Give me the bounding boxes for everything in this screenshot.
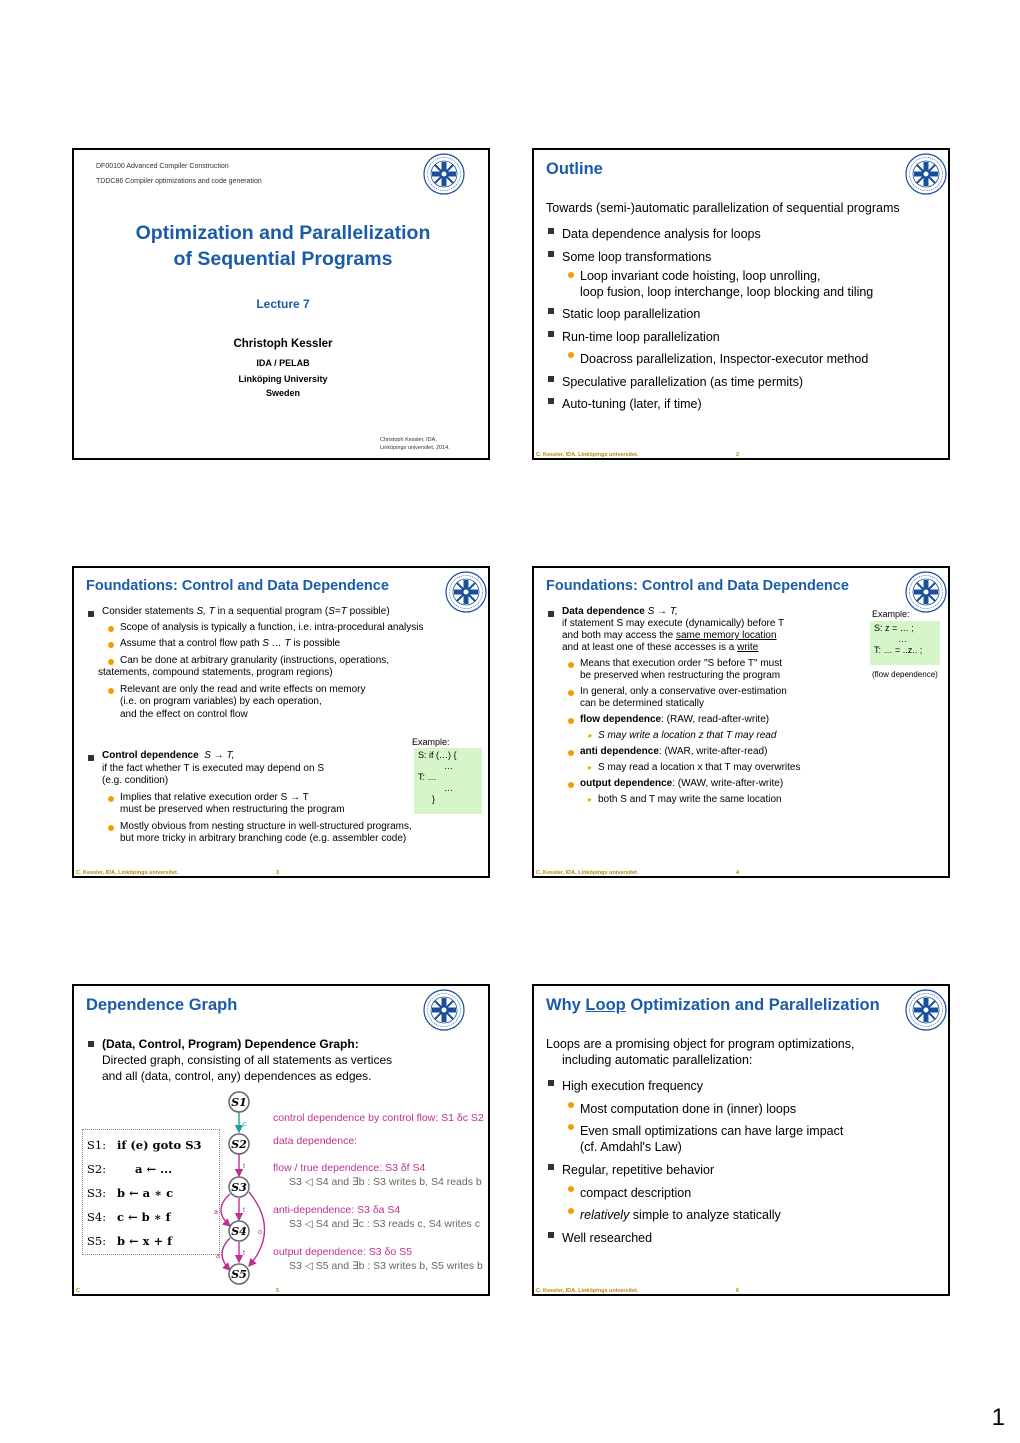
text: possible) xyxy=(346,606,390,617)
text: Relevant are only the read and write effects on memory xyxy=(120,683,366,695)
list-item xyxy=(78,655,423,680)
list-item xyxy=(538,686,868,710)
university-logo-icon xyxy=(444,570,488,614)
edge-label: o xyxy=(258,1229,262,1236)
text: can be determined statically xyxy=(580,698,704,709)
list-item xyxy=(78,1036,392,1084)
text: flow dependence xyxy=(580,714,662,725)
graph-node xyxy=(229,1221,249,1241)
annotation: S3 ◁ S4 and ∃b : S3 writes b, S4 reads b xyxy=(289,1176,482,1188)
slide-dependence-graph xyxy=(72,984,490,1296)
code-statement: if (e) goto S3 xyxy=(117,1138,202,1152)
list-item: Speculative parallelization (as time permits) xyxy=(538,371,873,394)
slide-footer xyxy=(76,1288,280,1294)
text: and both may access the xyxy=(562,630,676,641)
data-dependence-list xyxy=(538,606,868,806)
slide-footer xyxy=(536,870,740,876)
text: Loop xyxy=(585,996,626,1014)
text: and the effect on control flow xyxy=(120,708,248,720)
text: (e.g. condition) xyxy=(102,775,169,786)
list-item xyxy=(538,778,868,790)
text: Optimization and Parallelization xyxy=(625,996,880,1014)
text: S → T, xyxy=(204,750,235,761)
text: Why xyxy=(546,996,586,1014)
graph-node xyxy=(229,1177,249,1197)
text: in a sequential program ( xyxy=(214,606,329,617)
text: simple to analyze statically xyxy=(629,1208,781,1222)
code-row xyxy=(87,1210,171,1224)
list-item xyxy=(78,750,412,788)
slide-footer xyxy=(76,870,280,876)
text: relatively xyxy=(580,1208,630,1222)
graph-node xyxy=(229,1264,249,1284)
slide-outline xyxy=(532,148,950,460)
code-statement: a ← ... xyxy=(135,1162,173,1176)
code-statement: b ← x + f xyxy=(117,1234,173,1248)
text: write xyxy=(737,642,759,653)
slide-foundations-control xyxy=(72,566,490,878)
affiliation-2: Linköping University xyxy=(238,374,328,384)
node-label: S1 xyxy=(231,1096,247,1109)
list-item: Some loop transformations xyxy=(538,246,873,269)
text: if the fact whether T is executed may depend on S xyxy=(102,762,324,774)
graph-annotations xyxy=(273,1111,484,1273)
edge-s3-s5-o xyxy=(249,1192,265,1266)
code-line: S: if (…) { xyxy=(418,750,457,760)
list-item: Auto-tuning (later, if time) xyxy=(538,393,873,416)
outline-intro: Towards (semi-)automatic parallelization of sequential programs xyxy=(546,201,900,215)
text: anti dependence xyxy=(580,746,659,757)
text: is possible xyxy=(290,638,341,649)
text: : (WAW, write-after-write) xyxy=(672,778,784,789)
list-item xyxy=(538,606,868,654)
course-line-2: TDDC86 Compiler optimizations and code generation xyxy=(96,178,262,185)
code-row xyxy=(87,1138,202,1152)
example-label: Example: xyxy=(412,737,450,747)
footer-text: C. Kessler, IDA, Linköpings universitet. xyxy=(536,452,639,458)
slide-title-line-1: Optimization and Parallelization xyxy=(135,222,431,244)
node-label: S5 xyxy=(231,1268,247,1281)
graph-intro-list xyxy=(78,1036,392,1084)
university-logo-icon xyxy=(904,988,948,1032)
slide-title: Foundations: Control and Data Dependence xyxy=(546,578,849,594)
annotation: control dependence by control flow: S1 δc S2 xyxy=(273,1112,484,1124)
text: output dependence xyxy=(580,778,673,789)
code-line: … xyxy=(444,783,453,793)
list-item: Most computation done in (inner) loops xyxy=(538,1098,843,1121)
code-statement: c ← b ∗ f xyxy=(117,1210,171,1224)
list-item: Run-time loop parallelization xyxy=(538,326,873,349)
sub-text: Loop invariant code hoisting, loop unrolling, xyxy=(580,269,821,283)
university-logo-icon xyxy=(422,988,466,1032)
code-label: S4: xyxy=(87,1210,107,1224)
annotation: S3 ◁ S4 and ∃c : S3 reads c, S4 writes c xyxy=(289,1218,480,1230)
page-number: 1 xyxy=(991,1404,1005,1431)
author-name: Christoph Kessler xyxy=(233,338,333,350)
text: but more tricky in arbitrary branching code (e.g. assembler code) xyxy=(120,833,407,844)
list-item: ▸ S may read a location x that T may overwrites xyxy=(538,762,868,774)
text: S, T xyxy=(196,606,215,617)
list-item: ▸ S may write a location z that T may read xyxy=(538,730,868,742)
list-item xyxy=(78,638,423,651)
slide-title: Dependence Graph xyxy=(86,996,238,1014)
text: Data dependence xyxy=(562,606,645,617)
lecture-label: Lecture 7 xyxy=(256,297,310,311)
code-label: S1: xyxy=(87,1138,107,1152)
code-row xyxy=(87,1162,172,1176)
slide-why-loop xyxy=(532,984,950,1296)
node-label: S4 xyxy=(231,1225,247,1238)
graph-node xyxy=(229,1134,249,1154)
list-item: Scope of analysis is typically a function, i.e. intra-procedural analysis xyxy=(78,622,423,635)
text: Consider statements xyxy=(102,606,197,617)
node-label: S2 xyxy=(231,1138,247,1151)
slide-number: 2 xyxy=(736,452,740,458)
text: and at least one of these accesses is a xyxy=(562,642,738,653)
list-item xyxy=(78,606,423,619)
code-statement: b ← a ∗ c xyxy=(117,1186,174,1200)
slide-foundations-data xyxy=(532,566,950,878)
code-line: … xyxy=(898,634,907,644)
university-logo-icon xyxy=(904,152,948,196)
edge-label: t xyxy=(243,1250,245,1257)
slide-title xyxy=(546,996,880,1015)
slide-footer xyxy=(536,1288,740,1294)
text: must be preserved when restructuring the program xyxy=(120,804,345,815)
code-line: … xyxy=(444,761,453,771)
affiliation-3: Sweden xyxy=(265,388,300,398)
annotation: S3 ◁ S5 and ∃b : S3 writes b, S5 writes b xyxy=(289,1260,483,1272)
slide-number: 3 xyxy=(276,870,280,876)
list-item xyxy=(78,821,412,846)
list-item xyxy=(538,1204,843,1227)
text: S=T xyxy=(328,606,347,617)
edge-label: c xyxy=(243,1121,247,1128)
slide-number: 5 xyxy=(276,1288,280,1294)
university-logo-icon xyxy=(904,570,948,614)
outline-list xyxy=(538,223,873,416)
text: if statement S may execute (dynamically) before T xyxy=(562,618,785,629)
control-dependence-list xyxy=(78,750,412,846)
graph-node xyxy=(229,1092,249,1112)
text: In general, only a conservative over-estimation xyxy=(580,686,787,697)
text: Assume that a control flow path xyxy=(120,638,263,649)
edge-label: t xyxy=(243,1163,245,1170)
copyright-2: Linköpings universitet, 2014. xyxy=(380,445,450,451)
text: Can be done at arbitrary granularity (instructions, operations, xyxy=(120,654,390,666)
footer-text: C. Kessler, IDA, Linköpings universitet. xyxy=(76,870,179,876)
course-line-1: DF00100 Advanced Compiler Construction xyxy=(96,163,229,170)
example-label: Example: xyxy=(872,609,910,619)
list-item: Static loop parallelization xyxy=(538,303,873,326)
text: : (WAR, write-after-read) xyxy=(658,746,768,757)
slide-footer xyxy=(536,452,740,458)
annotation: flow / true dependence: S3 δf S4 xyxy=(273,1162,426,1174)
slide-number: 4 xyxy=(736,870,740,876)
text: Implies that relative execution order S → T xyxy=(120,791,309,803)
code-line: T: … = ..z.. ; xyxy=(874,645,923,655)
list-item xyxy=(538,746,868,758)
intro-line-1: Loops are a promising object for program optimizations, xyxy=(546,1037,855,1051)
code-line: } xyxy=(432,794,436,804)
intro-line-2: including automatic parallelization: xyxy=(562,1053,753,1067)
text: statements, compound statements, program regions) xyxy=(98,667,333,678)
edge-label: a xyxy=(216,1253,220,1260)
text: Even small optimizations can have large impact xyxy=(580,1124,844,1138)
code-line: S: z = … ; xyxy=(874,623,914,633)
list-item: Data dependence analysis for loops xyxy=(538,223,873,246)
example-code-box xyxy=(870,621,940,665)
text: Mostly obvious from nesting structure in well-structured programs, xyxy=(120,820,412,832)
edge-label: a xyxy=(214,1209,218,1216)
list-item xyxy=(78,684,423,722)
loop-reasons-list xyxy=(538,1075,843,1249)
text: Means that execution order "S before T" must xyxy=(580,658,783,669)
text: be preserved when restructuring the program xyxy=(580,670,781,681)
code-label: S3: xyxy=(87,1186,107,1200)
code-row xyxy=(87,1186,173,1200)
list-item xyxy=(78,792,412,817)
edge-s3-s4-a xyxy=(221,1194,230,1226)
text: same memory location xyxy=(675,630,777,641)
text: S → T, xyxy=(647,606,678,617)
flow-dependence-note: (flow dependence) xyxy=(872,670,938,679)
slide-title xyxy=(72,148,490,460)
code-row xyxy=(87,1234,172,1248)
slide-number: 6 xyxy=(736,1288,740,1294)
code-label: S5: xyxy=(87,1234,107,1248)
text: Directed graph, consisting of all statements as vertices xyxy=(102,1053,393,1067)
list-item xyxy=(538,268,873,303)
university-logo-icon xyxy=(422,152,466,196)
list-item: compact description xyxy=(538,1182,843,1205)
slide-title: Outline xyxy=(546,160,603,178)
annotation: output dependence: S3 δo S5 xyxy=(273,1246,412,1258)
list-item: Well researched xyxy=(538,1227,843,1250)
list-item: ▸ both S and T may write the same location xyxy=(538,794,868,806)
edge-s4-s5-a xyxy=(222,1238,230,1270)
example-code-box xyxy=(414,748,482,814)
sub-text: loop fusion, loop interchange, loop blocking and tiling xyxy=(580,285,874,299)
footer-text: C xyxy=(76,1288,80,1294)
affiliation-1: IDA / PELAB xyxy=(256,358,310,368)
list-item: Doacross parallelization, Inspector-executor method xyxy=(538,348,873,371)
code-line: T: … xyxy=(418,772,437,782)
footer-text: C. Kessler, IDA, Linköpings universitet. xyxy=(536,870,639,876)
text: (Data, Control, Program) Dependence Graph: xyxy=(102,1037,359,1051)
annotation: data dependence: xyxy=(273,1135,358,1147)
text: (cf. Amdahl's Law) xyxy=(580,1140,682,1154)
copyright-1: Christoph Kessler, IDA, xyxy=(380,437,437,443)
list-item: Regular, repetitive behavior xyxy=(538,1159,843,1182)
text: and all (data, control, any) dependences as edges. xyxy=(102,1069,372,1083)
foundations-list xyxy=(78,606,423,721)
list-item xyxy=(538,1120,843,1159)
footer-text: C. Kessler, IDA, Linköpings universitet. xyxy=(536,1288,639,1294)
list-item xyxy=(538,658,868,682)
edge-label: t xyxy=(243,1207,245,1214)
text: : (RAW, read-after-write) xyxy=(661,714,770,725)
slide-title-line-2: of Sequential Programs xyxy=(173,248,393,270)
list-item: High execution frequency xyxy=(538,1075,843,1098)
text: Control dependence xyxy=(102,750,199,761)
text: S … T xyxy=(262,638,291,649)
annotation: anti-dependence: S3 δa S4 xyxy=(273,1204,401,1216)
node-label: S3 xyxy=(231,1181,247,1194)
text: (i.e. on program variables) by each operation, xyxy=(120,696,322,707)
code-label: S2: xyxy=(87,1162,107,1176)
slide-title: Foundations: Control and Data Dependence xyxy=(86,578,389,594)
list-item xyxy=(538,714,868,726)
